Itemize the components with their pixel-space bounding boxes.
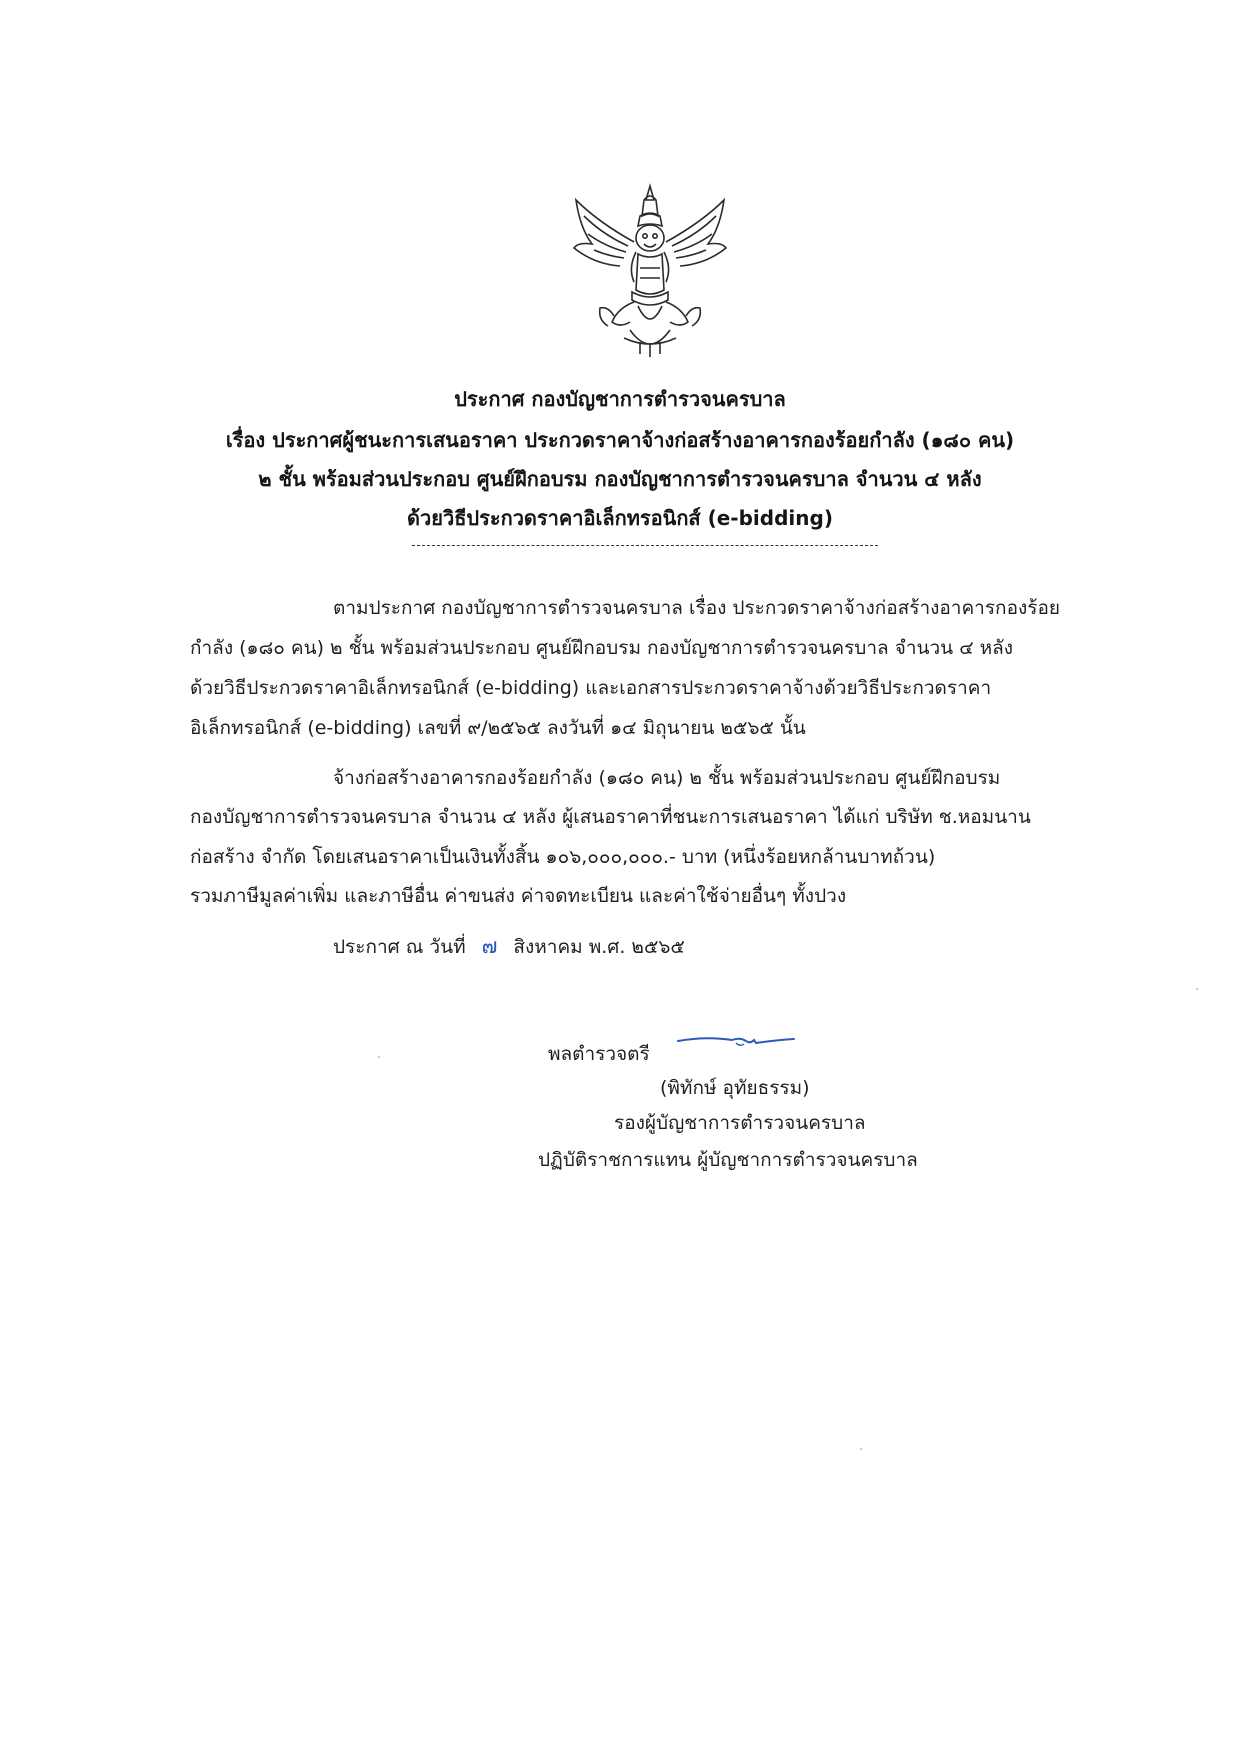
signatory-acting-role: ปฏิบัติราชการแทน ผู้บัญชาการตำรวจนครบาล: [538, 1149, 918, 1171]
announcement-date: [333, 930, 685, 963]
signatory-position: รองผู้บัญชาการตำรวจนครบาล: [614, 1112, 866, 1134]
date-prefix: ประกาศ ณ วันที่: [333, 936, 466, 958]
paragraph-1-line-3: ด้วยวิธีประกวดราคาอิเล็กทรอนิกส์ (e-bidding) และเอกสารประกวดราคาจ้างด้วยวิธีประกวดราคา: [190, 677, 992, 699]
announcement-title: ประกาศ กองบัญชาการตำรวจนครบาล: [454, 387, 786, 411]
heading-separator: [412, 545, 878, 546]
paragraph-1-line-4: อิเล็กทรอนิกส์ (e-bidding) เลขที่ ๙/๒๕๖๕ ลงวันที่ ๑๔ มิถุนายน ๒๕๖๕ นั้น: [190, 717, 806, 739]
scan-speck: [378, 1056, 380, 1058]
scan-speck: [860, 1448, 862, 1450]
paragraph-2-line-2: กองบัญชาการตำรวจนครบาล จำนวน ๔ หลัง ผู้เสนอราคาที่ชนะการเสนอราคา ได้แก่ บริษัท ช.หอมนาน: [190, 806, 1031, 828]
subject-line-1: เรื่อง ประกาศผู้ชนะการเสนอราคา ประกวดราคาจ้างก่อสร้างอาคารกองร้อยกำลัง (๑๘๐ คน): [225, 428, 1015, 452]
paragraph-1-line-1: ตามประกาศ กองบัญชาการตำรวจนครบาล เรื่อง ประกวดราคาจ้างก่อสร้างอาคารกองร้อย: [333, 597, 1061, 619]
subject-line-3: ด้วยวิธีประกวดราคาอิเล็กทรอนิกส์ (e-bidding): [407, 506, 833, 530]
paragraph-1-line-2: กำลัง (๑๘๐ คน) ๒ ชั้น พร้อมส่วนประกอบ ศูนย์ฝึกอบรม กองบัญชาการตำรวจนครบาล จำนวน ๔ หลัง: [190, 637, 1014, 659]
paragraph-2-line-1: จ้างก่อสร้างอาคารกองร้อยกำลัง (๑๘๐ คน) ๒ ชั้น พร้อมส่วนประกอบ ศูนย์ฝึกอบรม: [333, 767, 1001, 789]
date-day-handwritten: ๗: [481, 934, 498, 958]
handwritten-signature: [676, 1028, 796, 1052]
date-suffix: สิงหาคม พ.ศ. ๒๕๖๕: [513, 936, 685, 958]
garuda-emblem-icon: [568, 182, 732, 358]
signatory-name: (พิทักษ์ อุทัยธรรม): [660, 1077, 810, 1099]
subject-line-2: ๒ ชั้น พร้อมส่วนประกอบ ศูนย์ฝึกอบรม กองบัญชาการตำรวจนครบาล จำนวน ๔ หลัง: [258, 467, 982, 491]
scan-speck: [1196, 988, 1198, 990]
paragraph-2-line-3: ก่อสร้าง จำกัด โดยเสนอราคาเป็นเงินทั้งสิ้น ๑๐๖,๐๐๐,๐๐๐.- บาท (หนึ่งร้อยหกล้านบาทถ้วน): [190, 846, 936, 868]
signatory-rank: พลตำรวจตรี: [548, 1043, 650, 1065]
paragraph-2-line-4: รวมภาษีมูลค่าเพิ่ม และภาษีอื่น ค่าขนส่ง ค่าจดทะเบียน และค่าใช้จ่ายอื่นๆ ทั้งปวง: [190, 885, 847, 907]
